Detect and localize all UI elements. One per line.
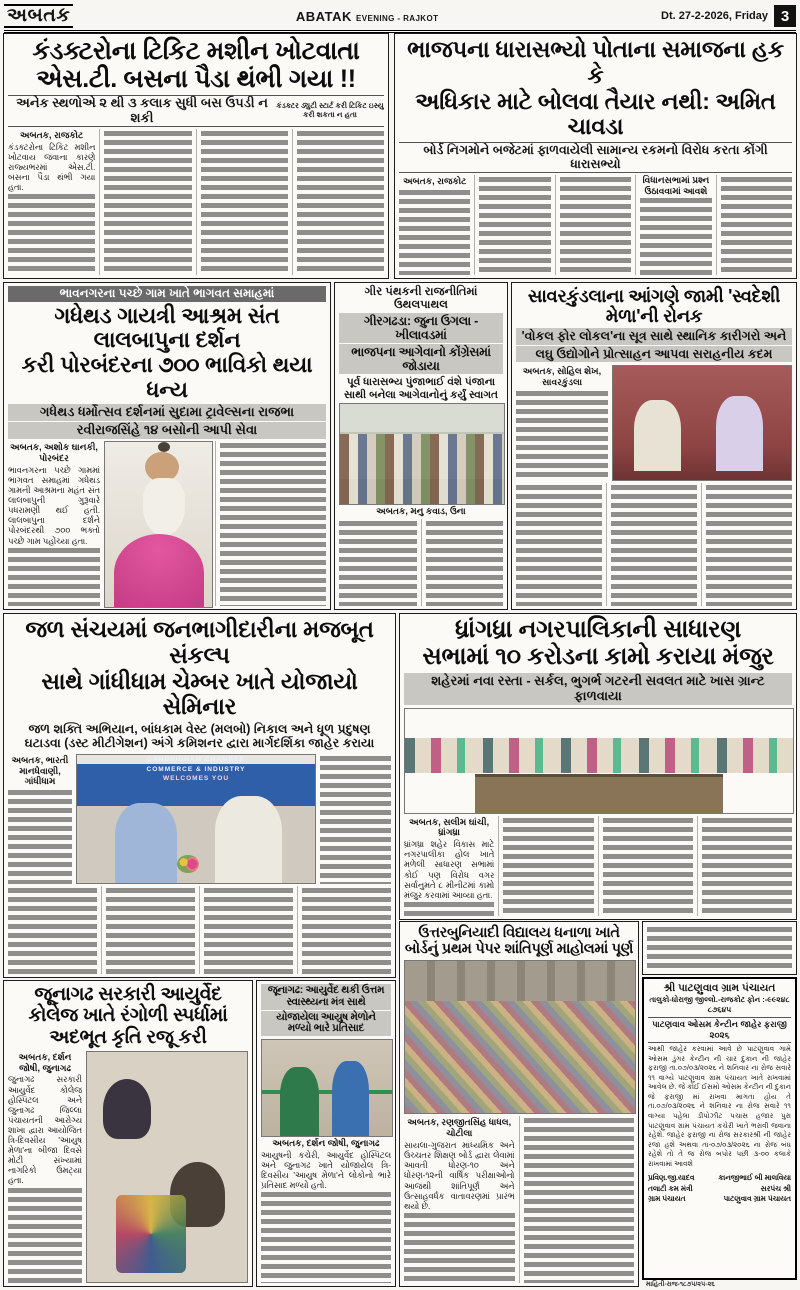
signatory-title: તલાટી કમ મંત્રી: [648, 1183, 693, 1193]
headline: ઉત્તરબુનિયાદી વિદ્યાલય ધનાળા ખાતે: [418, 925, 620, 941]
article-girgadhada: [334, 282, 508, 610]
byline: અબતક, ભારતી માનધેવાણી, ગાંધીધામ: [11, 754, 69, 787]
notice-address: તાલુકો-ધોરાજી જીલ્લો.-રાજકોટ ફોન :-૯૯૨૪૮ ૮૭૬૪૫: [649, 995, 790, 1014]
figure-shape: [114, 534, 205, 608]
body-text: જુનાગઢ સરકારી આયુર્વેદ કોલેજ હોસ્પિટલ અને જુનાગઢ જિલ્લા પંચાયતની આરોગ્ય શાખા દ્વારા આયોજિત ત્રિ-દિવસીય 'આયુષ મેળા'ના બીજા દિવસે મોટી સંખ્યામાં નાગરિકો ઉમટ્યા હતા.: [8, 1074, 82, 1186]
subhead: બોર્ડ નિગમોને બજેટમાં ફાળવાયેલી સામાન્ય રકમનો વિરોધ કરતા કોંગી ધારાસભ્યો: [399, 142, 792, 173]
headline: બોર્ડનું પ્રથમ પેપર શાંતિપૂર્ણ માહોલમાં પૂર્ણ: [404, 941, 634, 958]
headline: કંડક્ટરોના ટિકિટ મશીન ખોટવાતા: [32, 37, 360, 65]
date-line: Dt. 27-2-2026, Friday: [661, 10, 768, 22]
side-note: કંડક્ટર ડ્યુટી સ્ટાર્ટ કરી ટિકિટ ઇસ્યુ કરી શકતા ન હતા: [276, 101, 384, 119]
article-dhanala-exam: [399, 921, 639, 1287]
public-notice: [642, 977, 797, 1280]
body-text-placeholder: [516, 391, 608, 481]
notice-subject: પાટણવાવ ઓસમ કેન્ટીન જાહેર ફરાજી ૨૦૨૬: [648, 1017, 791, 1043]
article-gandhidham-seminar: [3, 613, 396, 978]
photo-saint-lalbapu: [104, 441, 213, 608]
body-text-placeholder: [640, 198, 711, 275]
body-text-placeholder: [611, 485, 697, 606]
body-text-placeholder: [647, 927, 792, 971]
article-savarkundla: [511, 282, 797, 610]
body-text-placeholder: [220, 443, 327, 606]
figure-shape: [405, 1001, 635, 1113]
byline: અબતક, દર્શન જોષી, જુનાગઢ: [272, 1138, 380, 1148]
article-st-bus: [3, 33, 389, 279]
headline: ધ્રાંગધ્રા નગરપાલિકાની સાધારણ: [455, 616, 741, 643]
body-text-placeholder: [320, 756, 391, 884]
body-text-placeholder: [201, 131, 288, 275]
article-rangoli: [3, 980, 253, 1287]
body-text: કંડક્ટરોના ટિકિટ મશીન ખોટવાય જવાના કારણે રાજ્યભરમાં એસ.ટી. બસના પૈડા થંભી ગયા હતા.: [8, 141, 96, 193]
body-text-placeholder: [524, 1118, 635, 1283]
body-text-placeholder: [404, 902, 494, 916]
body-text-placeholder: [404, 1213, 515, 1283]
figure-shape: [143, 478, 185, 536]
figure-shape: [332, 1061, 368, 1136]
body-text-placeholder: [302, 888, 391, 974]
figure-shape: [280, 1067, 319, 1136]
kicker: ભાવનગરના પચ્છે ગામ ખાતે ભાગવત સમાહમાં: [8, 286, 326, 302]
byline: અબતક, સોહિલ શેખ, સાવરકુંડલા: [522, 366, 602, 387]
subhead: 'વોકલ ફોર લોકલ'ના સૂત્ર સાથે સ્થાનિક કારીગરો અને: [516, 328, 792, 344]
headline: સભામાં ૧૦ કરોડના કામો કરાયા મંજુર: [422, 642, 774, 670]
body-text: આયુષની કચેરી, આયુર્વેદ હોસ્પિટલ અને જુનાગઢ ખાતે યોજાયેલ ત્રિ-દિવસીય 'આયુષ મેળા'ને લોકોનો ભારે પ્રતિસાદ મળ્યો હતો.: [261, 1149, 391, 1191]
figure-shape: [115, 803, 177, 882]
body-text-placeholder: [560, 177, 631, 275]
body-text-placeholder: [297, 131, 384, 275]
body-text: ભાવનગરના પચ્છે ગામમાં ભાગવત સમાહમાં ગધેથડ ગામની આશ્રમના મહંત સંત લાલબાપુની ગુરૂવારે પધરામણી થઈ હતી. લાલબાપુના દર્શને પોરબંદરથી ૭૦૦ ભક્તો પચ્છે ગામ પહોંચ્યા હતા.: [8, 464, 100, 546]
figure-shape: [405, 738, 793, 773]
body-text-placeholder: [721, 177, 792, 275]
body-text: સાયલા-ગુજરાત માધ્યમિક અને ઉચ્ચતર શિક્ષણ બોર્ડ દ્વારા લેવામાં આવતી ધોરણ-૧૦ અને ધોરણ-૧૨ની વાર્ષિક પરીક્ષાઓનો આજથી શાંતિપૂર્ણ અને ઉત્સાહવર્ધક વાતાવરણમાં પ્રારંભ થયો છે.: [404, 1140, 515, 1211]
signatory-name: પ્રવિણ.જી.યાદવ: [648, 1173, 695, 1183]
headline: સાથે ગાંધીધામ ચેમ્બર ખાતે યોજાયો સેમિનાર: [41, 667, 358, 720]
subhead: પૂર્વ ધારાસભ્ય પુંજાભાઈ વંશે પંજાના સાથી બનેલા આગેવાનોનું કર્યું સ્વાગત: [344, 376, 498, 401]
article-ayush-mela: [256, 980, 396, 1287]
bouquet-shape: [177, 855, 199, 873]
body-text-placeholder: [603, 818, 693, 916]
photo-chamber-felicitation: [76, 754, 316, 884]
headline: યોજાયેલા આયુષ મેળોને મળ્યો ભારે પ્રતિસાદ: [261, 1011, 391, 1037]
photo-rangoli-competition: [86, 1051, 248, 1283]
article-dhrangadhra: [399, 613, 797, 920]
photo-leaders-group: [339, 403, 505, 505]
body-text-placeholder: [106, 888, 195, 974]
subhead: ઘટાડવા (ડસ્ટ મીટીગેશન) અંગે કમિશનર દ્વારા માર્ગદર્શિકા જાહેર કરાયા: [24, 736, 375, 751]
subhead: રવીરાજસિંહે ૧૪ બસોની આપી સેવા: [8, 422, 326, 439]
rangoli-artwork-shape: [116, 1195, 186, 1273]
byline: અબતક, મનુ કવાડ, ઉના: [376, 505, 466, 516]
page-number: 3: [774, 5, 796, 27]
masthead-logo: અબતક: [4, 4, 73, 29]
figure-shape: [634, 400, 680, 471]
body-text-placeholder: [399, 190, 470, 275]
notice-title: શ્રી પાટણુવાવ ગ્રામ પંચાયત: [663, 982, 776, 994]
figure-shape: [405, 961, 635, 1001]
body-text-placeholder: [479, 177, 550, 275]
byline: અબતક, અશોક ઘાનકી, પોરબંદર: [10, 442, 98, 463]
subhead: જળ શક્તિ અભિયાન, બાંધકામ વેસ્ટ (મલબો) નિકાલ અને ધૂળ પ્રદુષણ: [28, 722, 371, 736]
signatory-org: પાટણુવાવ ગ્રામ પંચાયત: [723, 1193, 791, 1203]
body-text-placeholder: [204, 888, 293, 974]
article-dhrangadhra-continued: [642, 921, 797, 975]
chamber-sign-line: WELCOMES YOU: [162, 775, 230, 783]
headline: જૂનાગઢ: આયુર્વેદ થકી ઉત્તમ સ્વાસ્થ્યના મંત્ર સાથે: [261, 984, 391, 1010]
signatory-org: ગ્રામ પંચાયત: [648, 1193, 686, 1203]
headline: જળ સંચયમાં જનભાગીદારીના મજબૂત સંકલ્પ: [25, 616, 374, 668]
article-gadhethad: [3, 282, 331, 610]
chamber-sign: [77, 755, 315, 806]
body-text-placeholder: [8, 1188, 82, 1283]
body-text-placeholder: [706, 485, 792, 606]
headline: એસ.ટી. બસના પૈડા થંભી ગયા !!: [36, 65, 356, 93]
signatory-name: કાનજીભાઈ બી માલવિયા: [718, 1173, 791, 1183]
notice-reference-number: માહિતી-રાજ-૧૮૭૫/૨૫-૨૬: [646, 1281, 715, 1288]
body-text-placeholder: [339, 521, 417, 606]
notice-signatures: [648, 1173, 791, 1204]
headline: જૂનાગઢ સરકારી આયુર્વેદ: [34, 984, 222, 1005]
signature-right: [718, 1173, 791, 1204]
subhead: અનેક સ્થળોએ ૨ થી ૩ કલાક સુધી બસ ઉપડી ન શકી: [16, 95, 268, 125]
photo-students-crowd: [404, 960, 636, 1114]
figure-shape: [716, 396, 762, 471]
body-text-placeholder: [702, 818, 792, 916]
headline: અદભૂત કૃતિ રજૂ કરી: [49, 1026, 207, 1048]
headline: ભાજપના ધારાસભ્યો પોતાના સમાજના હક કે: [407, 36, 784, 88]
headline: ગધેથડ ગાયત્રી આશ્રમ સંત લાલબાપુના દર્શન: [54, 302, 280, 353]
byline: અબતક, રાજકોટ: [19, 129, 84, 140]
figure-shape: [475, 774, 723, 812]
headline: ભાજપના આગેવાનો કોંગ્રેસમાં જોડાયા: [339, 344, 503, 374]
headline: કરી પોરબંદરના ૭૦૦ ભાવિકો થયા ધન્ય: [21, 352, 313, 402]
figure-shape: [215, 796, 282, 883]
figure-shape: [103, 1079, 151, 1139]
headline: સાવરકુંડલાના આંગણે જામી 'સ્વદેશી મેળા'ની રોનક: [527, 286, 781, 327]
crosshead: વિધાનસભામાં પ્રશ્ન ઉઠાવવામાં આવશે: [642, 174, 710, 196]
article-bjp-mla: [394, 33, 797, 279]
page-header: [4, 2, 796, 33]
body-text-placeholder: [8, 548, 100, 606]
signature-left: [648, 1173, 694, 1204]
figure-shape: [158, 442, 170, 452]
body-text-placeholder: [261, 1192, 391, 1283]
photo-municipality-meeting: [404, 708, 794, 814]
chamber-sign-line: COMMERCE & INDUSTRY: [146, 765, 246, 773]
byline: અબતક, રાજકોટ: [403, 175, 467, 186]
photo-swadeshi-mela: [612, 365, 792, 481]
byline: અબતક, દર્શન જોષી, જુનાગઢ: [18, 1051, 72, 1073]
photo-ribbon-cutting: [261, 1039, 393, 1137]
body-text: ધ્રાંગધ્રા શહેર વિકાસ માટે નગરપાલીકા હોલ ખાતે મળેલી સાધારણ સભામાં કોઈ પણ વિરોધ વગર સર્વાનુમતે ૮ મીનીટમાં કામો મંજુર કરવામાં આવ્યા હતા.: [404, 839, 495, 900]
subhead: ગધેથડ ધર્મોત્સવ દર્શનમાં સુદામા ટ્રાવેલ્સના રાજભા: [8, 404, 326, 421]
notice-body: આથી જાહેર કરવામાં આવે છે પાટણુવાવ ગામે ઓસમ ડુંગર કેન્ટીન ની ચાર દુકાન ની જાહેર ફરાજી તા.૦૭/૦૩/૨૦૨૬ ને શનિવાર ના રોજ સવારે ૧૧ વાગ્યે પાટણુવાવ ગ્રામ પંચાયત ખાતે રાખવામાં આવેલ છે. જે કોઈ ઈસમો ઓસમ કેન્ટીન ની દુકાન જે ફરાજી માં રાખવા માગતા હોય તે તા.૦૭/૦૩/૨૦૨૬ ને શનિવાર ના રોજ સવારે ૧૧ વાગ્યા પહેલા ડીપોઝીટ પચાસ હજાર પુરા પાટણુવાવ ગ્રામ પંચાયત કચેરી ખાતે ભરાવી જવાના રહેશે. જાહેર ફરાજી ના રોજ સરકારશ્રી ની જાહેર રજા હશે અથવા તા-૦૭/૦૩/૨૦૨૬ ના રોજ બંધ રહેશે તો તે જ રોજ બપોર પછી ૩-૦૦ કલાકે રાખવામાં આવશે: [648, 1045, 791, 1168]
edition-name: ABATAK: [295, 8, 352, 24]
signatory-title: સરપંચ શ્રી: [760, 1183, 791, 1193]
kicker: ગીર પંથકની રાજનીતિમાં ઉથલપાથલ: [364, 286, 478, 312]
subhead: લઘુ ઉદ્યોગોને પ્રોત્સાહન આપવા સરાહનીય કદમ: [516, 346, 792, 362]
subhead: શહેરમાં નવા રસ્તા - સર્કલ, ભુગર્ભ ગટરની સવલત માટે ખાસ ગ્રાન્ટ ફાળવાયા: [404, 673, 792, 705]
body-text-placeholder: [8, 194, 95, 275]
edition-title: [73, 9, 661, 24]
body-text-placeholder: [8, 888, 97, 974]
body-text-placeholder: [503, 818, 593, 916]
body-text-placeholder: [8, 790, 72, 884]
body-text-placeholder: [426, 521, 504, 606]
headline: અધિકાર માટે બોલવા તૈયાર નથી: અમિત ચાવડા: [415, 87, 776, 140]
chamber-sign-line: GANDHIDHAM CHAMBER: [146, 755, 246, 763]
figure-shape: [340, 434, 504, 504]
headline: કોલેજ ખાતે રંગોળી સ્પર્ધામાં: [28, 1005, 228, 1027]
headline: ગીરગઢડા: જુના ઉગલા - ખીલાવડમાં: [339, 313, 503, 343]
byline: અબતક, સલીમ ઘાંચી, ધ્રાંગધ્રા: [409, 816, 490, 838]
byline: અબતક, રણજીતસિંહ ધાધલ, ચોટીલા: [407, 1117, 512, 1139]
body-text-placeholder: [516, 485, 602, 606]
edition-subtitle: EVENING - RAJKOT: [355, 13, 439, 23]
body-text-placeholder: [104, 131, 191, 275]
